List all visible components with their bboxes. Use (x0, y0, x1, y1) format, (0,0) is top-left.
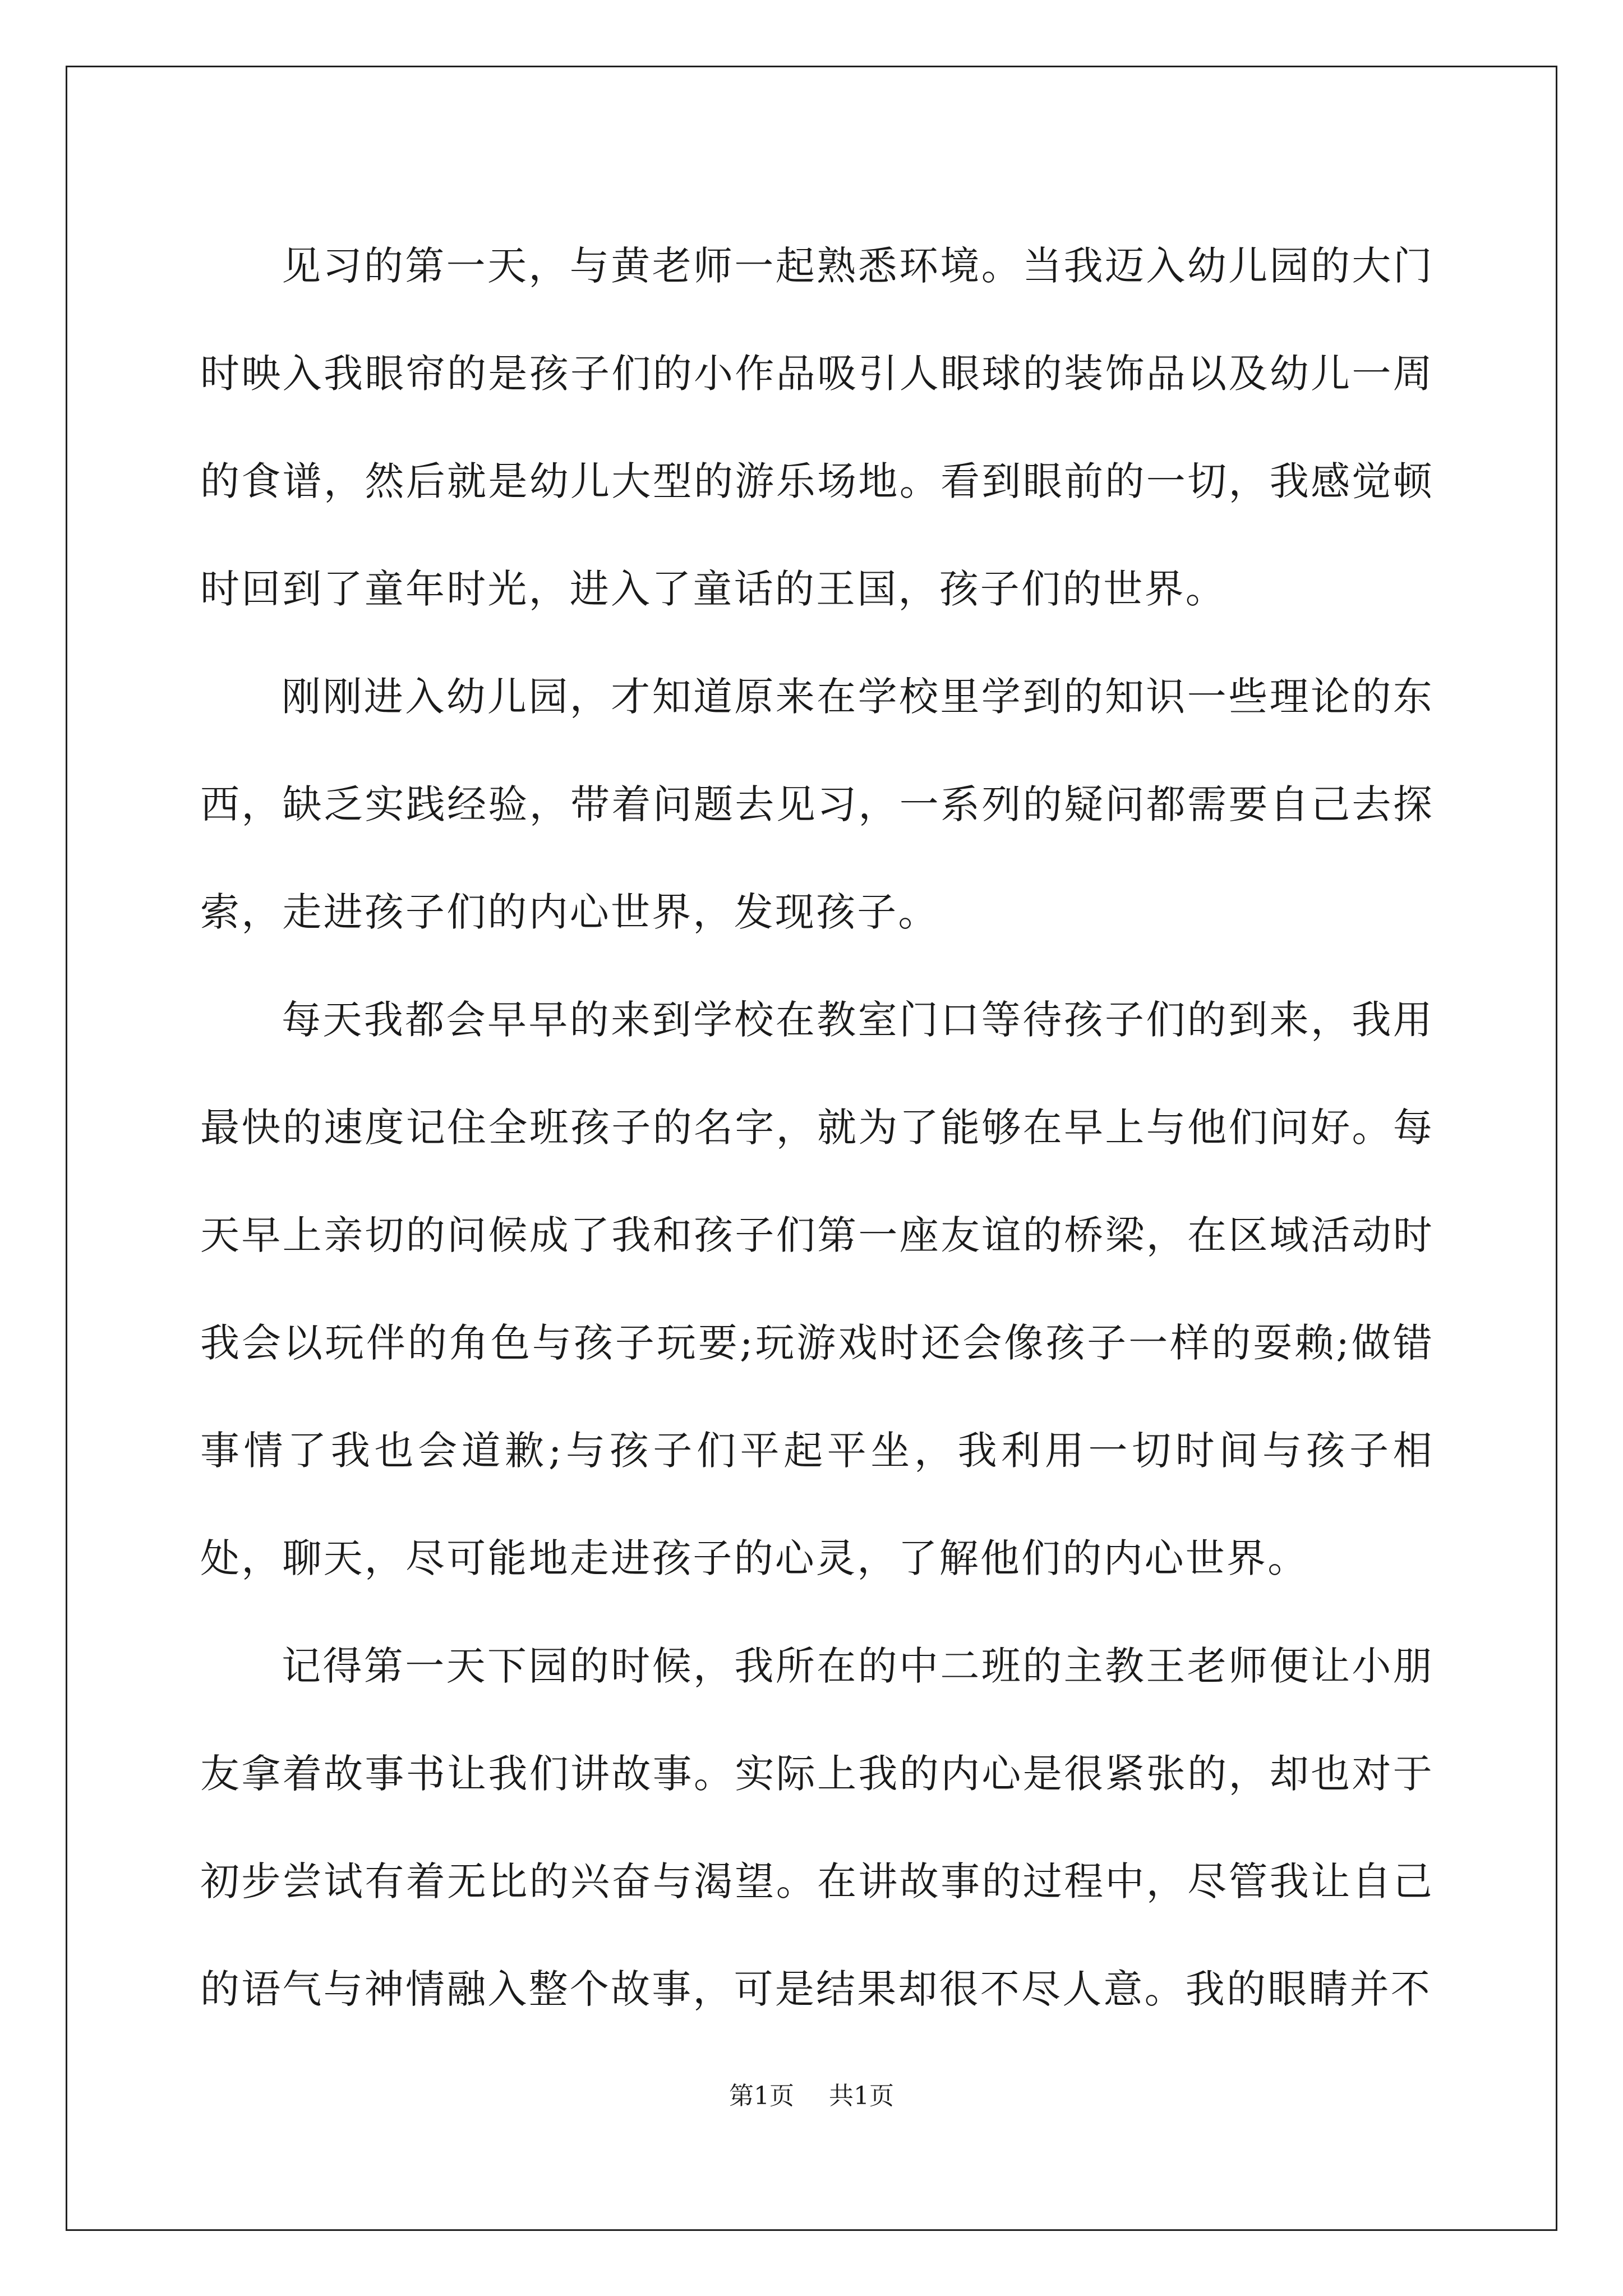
document-body (200, 212, 1434, 2043)
paragraph-1: 见习的第一天，与黄老师一起熟悉环境。当我迈入幼儿园的大门时映入我眼帘的是孩子们的小作品吸引人眼球的装饰品以及幼儿一周的食谱，然后就是幼儿大型的游乐场地。看到眼前的一切，我感觉顿时回到了童年时光，进入了童话的王国，孩子们的世界。 (200, 243, 1434, 612)
paragraph-4: 记得第一天下园的时候，我所在的中二班的主教王老师便让小朋友拿着故事书让我们讲故事。实际上我的内心是很紧张的，却也对于初步尝试有着无比的兴奋与渴望。在讲故事的过程中，尽管我让自己的语气与神情融入整个故事，可是结果却很不尽人意。我的眼睛并不 (200, 1643, 1434, 2012)
page-total: 共1页 (829, 2082, 894, 2110)
paragraph-3: 每天我都会早早的来到学校在教室门口等待孩子们的到来，我用最快的速度记住全班孩子的名字，就为了能够在早上与他们问好。每天早上亲切的问候成了我和孩子们第一座友谊的桥梁，在区域活动时我会以玩伴的角色与孩子玩要;玩游戏时还会像孩子一样的耍赖;做错事情了我也会道歉;与孩子们平起平坐，我利用一切时间与孩子相处，聊天，尽可能地走进孩子的心灵，了解他们的内心世界。 (200, 997, 1434, 1581)
paragraph-2: 刚刚进入幼儿园，才知道原来在学校里学到的知识一些理论的东西，缺乏实践经验，带着问题去见习，一系列的疑问都需要自己去探索，走进孩子们的内心世界，发现孩子。 (200, 674, 1434, 935)
page-footer (0, 2076, 1623, 2111)
page-number: 第1页 (729, 2082, 794, 2110)
